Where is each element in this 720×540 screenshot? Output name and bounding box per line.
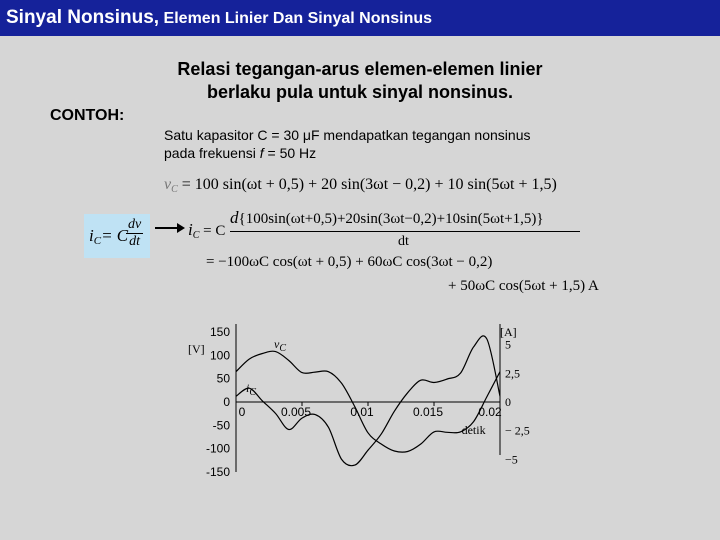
left-tick-label: 100	[209, 348, 230, 363]
right-tick-label: 2,5	[505, 366, 520, 381]
heading-line-2: berlaku pula untuk sinyal nonsinus.	[206, 82, 514, 102]
current-equation-denominator: dt	[398, 234, 409, 249]
right-tick-label: −5	[505, 452, 518, 467]
current-equation-line-2: = −100ωC cos(ωt + 0,5) + 60ωC cos(3ωt − 0,2)	[206, 254, 493, 270]
x-tick-label: 0	[238, 405, 246, 419]
slide-subtitle: Elemen Linier Dan Sinyal Nonsinus	[163, 10, 433, 27]
left-tick-label: -100	[205, 441, 230, 456]
left-tick-label: 0	[223, 395, 230, 409]
left-tick-label: 150	[209, 325, 230, 339]
x-tick-label: 0.02	[478, 405, 502, 419]
right-tick-label: 0	[505, 395, 511, 409]
contoh-label: CONTOH:	[50, 107, 125, 124]
left-tick-label: -150	[205, 465, 230, 479]
capacitor-formula-box: iC= C $\frac{dv}{dt}$	[84, 214, 150, 258]
voltage-equation: $v_C = 100$ sin(ωt + 0,5) + 20 sin(3ωt − 0,2) + 10 sin(5ωt + 1,5)	[164, 176, 557, 195]
x-tick-label: 0.015	[412, 405, 444, 419]
x-tick-label: 0.005	[280, 405, 312, 419]
description-line-1: Satu kapasitor C = 30 μF mendapatkan tegangan nonsinus	[164, 127, 531, 143]
left-tick-label: 50	[216, 371, 230, 386]
left-tick-label: -50	[212, 418, 230, 433]
current-equation-line-3: + 50ωC cos(5ωt + 1,5) A	[448, 278, 599, 294]
slide-title: Sinyal Nonsinus,	[6, 7, 160, 28]
right-tick-label: − 2,5	[505, 423, 530, 438]
x-axis-unit: detik	[461, 423, 486, 437]
description-line-2: pada frekuensi f = 50 Hz	[164, 145, 317, 161]
current-equation-lhs: $i_C = C$	[188, 220, 226, 241]
right-tick-label: 5	[505, 337, 511, 352]
series-label-ic: $i_C$	[246, 381, 257, 398]
right-axis-unit: [A]	[500, 325, 517, 339]
series-line-ic	[236, 336, 500, 466]
left-axis-unit: [V]	[188, 342, 205, 356]
x-tick-label: 0.01	[350, 405, 374, 419]
heading-line-1: Relasi tegangan-arus elemen-elemen linier	[177, 59, 543, 79]
current-equation-derivative: d{100sin(ωt+0,5)+20sin(3ωt−0,2)+10sin(5ωt+1,5)}	[230, 208, 544, 227]
series-label-vc: $v_C$	[274, 337, 286, 354]
